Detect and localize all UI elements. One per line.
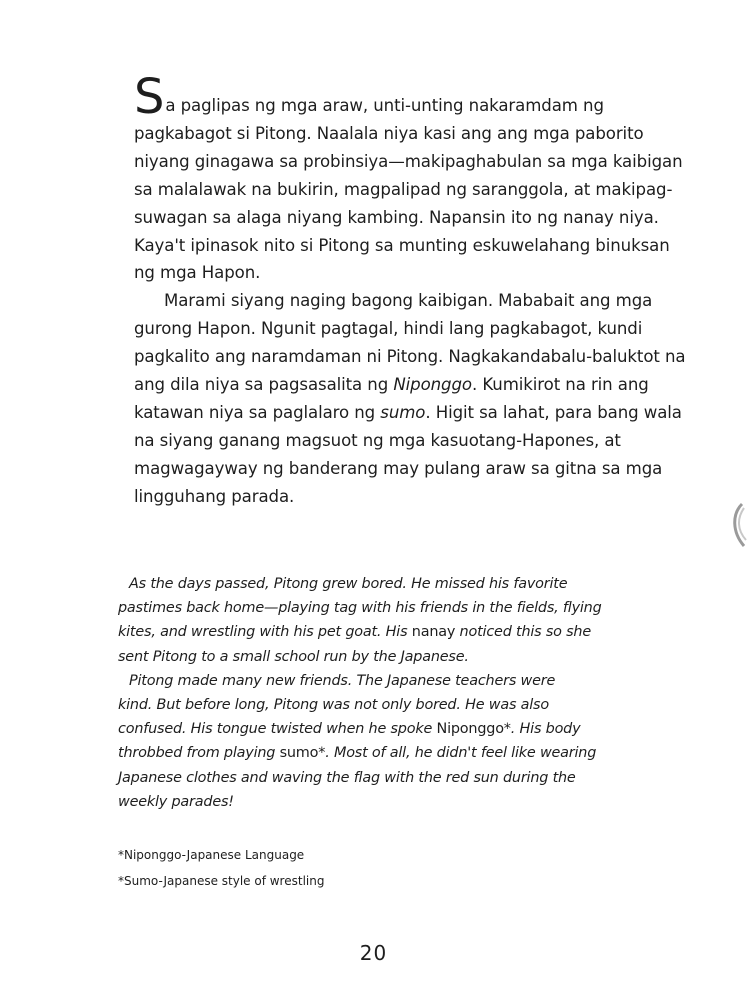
- tagalog-line-part: . Higit sa lahat, para bang wala: [425, 402, 682, 422]
- tagalog-line: niyang ginagawa sa probinsiya—makipaghabulan sa mga kaibigan: [134, 151, 683, 171]
- term-niponggo: Niponggo: [393, 375, 472, 395]
- tagalog-line-part: ang dila niya sa pagsasalita ng: [134, 375, 394, 395]
- english-line-part: noticed this so she: [455, 624, 591, 641]
- term-sumo: sumo: [380, 402, 426, 422]
- tagalog-line: Marami siyang naging bagong kaibigan. Mababait ang mga: [164, 291, 653, 311]
- english-translation: [118, 572, 678, 814]
- tagalog-paragraph-2: [134, 287, 686, 510]
- term-sumo-en: sumo*: [279, 745, 326, 762]
- page-edge-mark: [728, 500, 747, 550]
- tagalog-line: suwagan sa alaga niyang kambing. Napansin ito ng nanay niya.: [134, 207, 659, 227]
- term-nanay: nanay: [411, 624, 456, 641]
- tagalog-line: na siyang ganang magsuot ng mga kasuotang-Hapones, at: [134, 430, 621, 450]
- english-line-part: kites, and wrestling with his pet goat. His: [118, 624, 412, 641]
- term-niponggo-en: Niponggo*: [436, 721, 511, 738]
- english-line: weekly parades!: [118, 793, 234, 810]
- english-line: As the days passed, Pitong grew bored. He missed his favorite: [129, 576, 568, 592]
- tagalog-line-part: katawan niya sa paglalaro ng: [134, 402, 381, 422]
- page-number: 20: [359, 941, 388, 965]
- footnote-sumo: *Sumo-Japanese style of wrestling: [118, 874, 325, 888]
- english-line-part: throbbed from playing: [118, 745, 280, 762]
- drop-cap: S: [134, 69, 165, 125]
- english-line-part: confused. His tongue twisted when he spoke: [118, 721, 437, 738]
- english-line: Japanese clothes and waving the flag with the red sun during the: [118, 769, 576, 786]
- tagalog-line: gurong Hapon. Ngunit pagtagal, hindi lang pagkabagot, kundi: [134, 319, 643, 339]
- tagalog-line: pagkabagot si Pitong. Naalala niya kasi ang ang mga paborito: [134, 123, 644, 143]
- english-line-part: . Most of all, he didn't feel like wearing: [325, 745, 597, 762]
- footnote-niponggo: *Niponggo-Japanese Language: [118, 848, 305, 862]
- tagalog-line: sa malalawak na bukirin, magpalipad ng saranggola, at makipag-: [134, 179, 673, 199]
- tagalog-line: a paglipas ng mga araw, unti-unting nakaramdam ng: [165, 96, 604, 115]
- tagalog-line: lingguhang parada.: [134, 486, 295, 506]
- english-line: kind. But before long, Pitong was not only bored. He was also: [118, 697, 549, 714]
- tagalog-paragraph-1: [134, 69, 683, 287]
- english-line-part: . His body: [510, 721, 581, 738]
- footnotes: [118, 848, 324, 900]
- tagalog-line-part: . Kumikirot na rin ang: [471, 375, 649, 395]
- tagalog-line: magwagayway ng banderang may pulang araw sa gitna sa mga: [134, 458, 663, 478]
- english-line: pastimes back home—playing tag with his friends in the fields, flying: [118, 600, 602, 617]
- tagalog-line: pagkalito ang naramdaman ni Pitong. Nagkakandabalu-baluktot na: [134, 347, 686, 367]
- english-line: sent Pitong to a small school run by the Japanese.: [118, 648, 469, 665]
- english-line: Pitong made many new friends. The Japanese teachers were: [129, 672, 556, 689]
- tagalog-text: [134, 69, 686, 511]
- tagalog-line: ng mga Hapon.: [134, 263, 261, 283]
- tagalog-line: Kaya't ipinasok nito si Pitong sa munting eskuwelahang binuksan: [134, 235, 670, 255]
